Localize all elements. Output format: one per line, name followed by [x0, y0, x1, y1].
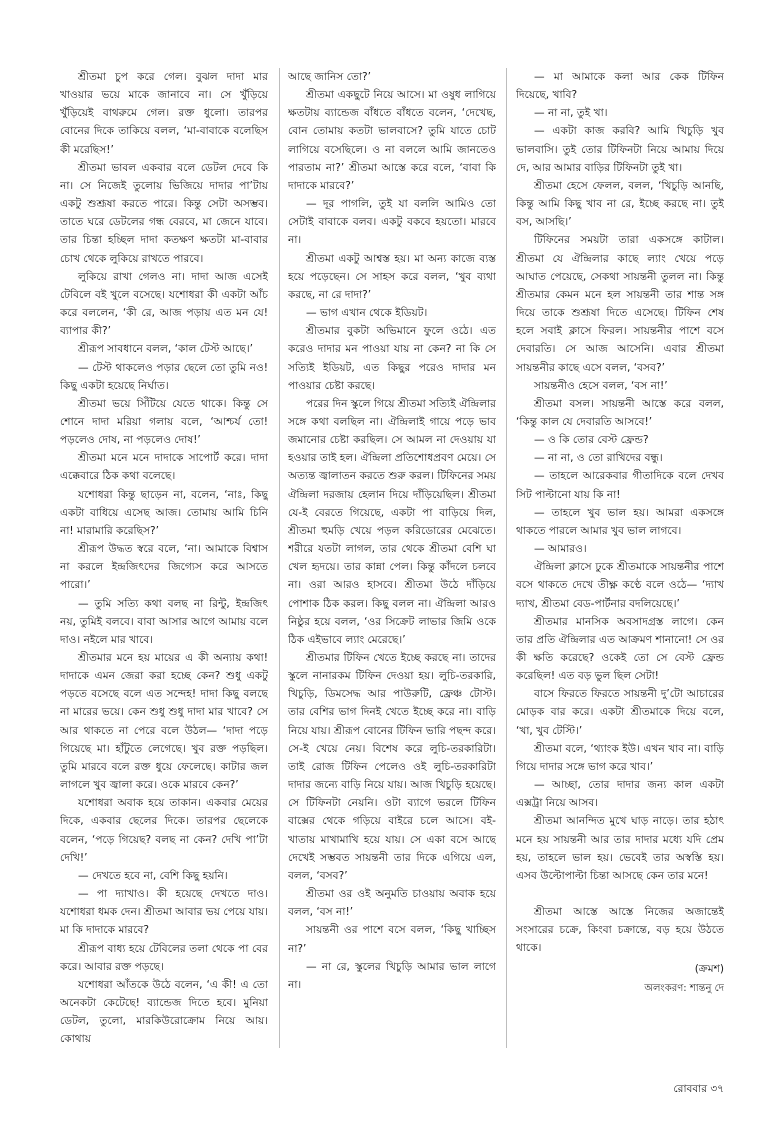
column-3-paragraphs [516, 68, 724, 958]
paragraph: শ্রীতমা বসল। সায়ন্তনী আস্তে করে বলল, ‘কিন্তু কাল যে দেবারতি আসবে!’ [516, 397, 724, 428]
paragraph: শ্রীতমার বুকটা অভিমানে ফুলে ওঠে। এত করেও দাদার মন পাওয়া যায় না কেন? না কি সে সত্যিই ইডিয়ট, এত কিছুর পরেও দাদার মন পাওয়ার চেষ্টা করছে। [288, 325, 496, 392]
paragraph: — তাহলে আরেকবার গীতাদিকে বলে দেখব সিট পাল্টানো যায় কি না! [516, 470, 724, 501]
paragraph: — তুমি সত্যি কথা বলছ না রিন্টু, ইন্দ্রজিৎ নয়, তুমিই বলবে। বাবা আসার আগে আমায় বলে দাও। নইলে মার খাবে। [60, 597, 268, 646]
paragraph: শ্রীরূপ উদ্ধত স্বরে বলে, ‘না। আমাকে বিশ্বাস না করলে ইন্দ্রজিৎদের জিগ্যেস করে আসতে পারো।’ [60, 543, 268, 592]
paragraph: শ্রীতমা ভয়ে সিঁটিয়ে যেতে থাকে। কিন্তু সে শোনে দাদা মরিয়া গলায় বলে, ‘আশ্চর্য তো! পড়লেও দোষ, না পড়লেও দোষ!’ [60, 397, 268, 447]
text-column-2 [288, 68, 496, 1058]
text-column-3 [516, 68, 724, 1058]
paragraph: — আমারও। [534, 543, 587, 556]
paragraph: শ্রীতমার মনে হয় মায়ের এ কী অন্যায় কথা! দাদাকে এমন জেরা করা হচ্ছে কেন? শুধু একটু পড়তে বসেছে বলে এত সন্দেহ! দাদা কিছু বলছে না মারের ভয়ে। কেন শুধু শুধু দাদা মার খাবে? সে আর থাকতে না পেরে বলে উঠল— ‘দাদা পড়ে গিয়েছে মা। হাঁটুতে লেগেছে। খুব রক্ত পড়ছিল। তুমি মারবে বলে রক্ত ধুয়ে ফেলেছে। কাটার জল লাগলে খুব জ্বালা করে। ওকে মারবে কেন?’ [60, 652, 268, 792]
paragraph: শ্রীতমা বলে, ‘থ্যাংক ইউ। এখন খাব না। বাড়ি গিয়ে দাদার সঙ্গে ভাগ করে খাব।’ [516, 742, 724, 773]
paragraph: — ভাগ এখান থেকে ইডিয়ট। [306, 307, 428, 320]
paragraph: — মা আমাকে কলা আর কেক টিফিন দিয়েছে, খাবি? [516, 71, 724, 102]
paragraph: ঐন্দ্রিলা ক্লাসে ঢুকে শ্রীতমাকে সায়ন্তনীর পাশে বসে থাকতে দেখে তীক্ষ্ণ কণ্ঠে বলে ওঠে— ‘দ্যাখ দ্যাখ, শ্রীতমা বেড-পার্টনার বদলিয়েছে।’ [516, 561, 724, 610]
illustration-credit: অলংকরণ: শান্তনু দে [644, 982, 724, 994]
paragraph: শ্রীতমা ওর ওই অনুমতি চাওয়ায় অবাক হয়ে বলল, ‘বস না!’ [288, 888, 496, 919]
page-folio: রোববার ৩৭ [673, 1083, 724, 1095]
paragraph: টিফিনের সময়টা তারা একসঙ্গে কাটাল। শ্রীতমা যে ঐন্দ্রিলার কাছে ল্যাং খেয়ে পড়ে আঘাত পেয়েছে, সেকথা সায়ন্তনী তুলল না। কিন্তু শ্রীতমার কেমন মনে হল সায়ন্তনী তার শান্ত সঙ্গ দিয়ে তাকে শুশ্রূষা দিতে এসেছে। টিফিন শেষ হলে সবাই ক্লাসে ফিরল। সায়ন্তনীর পাশে বসে দেবারতি। সে আজ আসেনি। এবার শ্রীতমা সায়ন্তনীর কাছে এসে বলল, ‘বসব?’ [516, 234, 724, 374]
paragraph: শ্রীতমার মানসিক অবসাদগ্রস্ত লাগে। কেন তার প্রতি ঐন্দ্রিলার এত আক্রমণ শানানো! সে ওর কী ক্ষতি করেছে? ওকেই তো সে বেস্ট ফ্রেন্ড করেছিল! এত বড় ভুল ছিল সেটা! [516, 615, 724, 683]
paragraph: শ্রীতমা ভাবল একবার বলে ডেটল দেবে কি না। সে নিজেই তুলোয় ভিজিয়ে দাদার পা’টায় একটু শুশ্রূষা করতে পারে। কিন্তু সেটা অসম্ভব। তাতে ঘরে ডেটলের গন্ধ বেরবে, মা জেনে যাবে। তার চিন্তা হচ্ছিল দাদা কতক্ষণ ক্ষতটা মা-বাবার চোখ থেকে লুকিয়ে রাখতে পারবে। [60, 161, 268, 265]
continued-marker: (ক্রমশ) [694, 962, 724, 975]
paragraph: শ্রীরূপ সাবধানে বলল, ‘কাল টেস্ট আছে।’ [78, 343, 253, 356]
paragraph: — তাহলে খুব ভাল হয়। আমরা একসঙ্গে থাকতে পারলে আমার খুব ভাল লাগবে। [516, 506, 724, 537]
paragraph: শ্রীতমা আনন্দিত মুখে ঘাড় নাড়ে। তার হঠাৎ মনে হয় সায়ন্তনী আর তার দাদার মধ্যে যদি প্রেম হয়, তাহলে ভাল হয়। ভেবেই তার অস্বস্তি হয়। এসব উল্টোপাল্টা চিন্তা আসছে কেন তার মনে! [516, 815, 724, 882]
paragraph: — টেস্ট থাকলেও পড়ার ছেলে তো তুমি নও! কিছু একটা হয়েছে নির্ঘাত। [60, 361, 268, 392]
paragraph: সায়ন্তনীও হেসে বলল, ‘বস না!’ [534, 379, 668, 392]
paragraph: — দেখতে হবে না, বেশি কিছু হয়নি। [78, 869, 228, 882]
paragraph: শ্রীতমা হেসে ফেলল, বলল, ‘খিচুড়ি আনছি, কিন্তু আমি কিছু খাব না রে, ইচ্ছে করছে না। তুই বস, আসছি।’ [516, 179, 724, 229]
text-column-1 [60, 68, 268, 1058]
paragraph: যশোধরা অবাক হয়ে তাকান। একবার মেয়ের দিকে, একবার ছেলের দিকে। তারপর ছেলেকে বলেন, ‘পড়ে গিয়েছ? বলছ না কেন? দেখি পা’টা দেখি!’ [60, 797, 268, 864]
paragraph: আছে জানিস তো?’ [288, 71, 371, 83]
paragraph: লুকিয়ে রাখা গেলও না। দাদা আজ এসেই টেবিলে বই খুলে বসেছে। যশোধরা কী একটা আঁচ করে বললেন, ‘কী রে, আজ পড়ায় এত মন যে! ব্যাপার কী?’ [60, 270, 268, 338]
paragraph: যশোধরা কিন্তু ছাড়েন না, বলেন, ‘নাঃ, কিছু একটা বাধিয়ে এসেছ আজ। তোমায় আমি চিনি না! মারামারি করেছিস?’ [60, 488, 268, 537]
paragraph: শ্রীতমা আস্তে আস্তে নিজের অজান্তেই সংসারের চক্রে, কিংবা চক্রান্তে, বড় হয়ে উঠতে থাকে। [516, 906, 724, 955]
paragraph: শ্রীতমা মনে মনে দাদাকে সাপোর্ট করে। দাদা এক্কেবারে ঠিক কথা বলেছে। [60, 452, 268, 483]
paragraph: পরের দিন স্কুলে গিয়ে শ্রীতমা সত্যিই ঐন্দ্রিলার সঙ্গে কথা বলছিল না। ঐন্দ্রিলাই গায়ে পড়ে ভাব জমানোর চেষ্টা করছিল। সে আমল না দেওয়ায় যা হওয়ার তাই হল। ঐন্দ্রিলা প্রতিশোধপ্রবণ মেয়ে। সে অত্যন্ত জ্বালাতন করতে শুরু করল। টিফিনের সময় ঐন্দ্রিলা দরজায় হেলান দিয়ে দাঁড়িয়েছিল। শ্রীতমা যে-ই বেরতে গিয়েছে, একটা পা বাড়িয়ে দিল, শ্রীতমা হুমড়ি খেয়ে পড়ল করিডোরের মেঝেতে। শরীরে যতটা লাগল, তার থেকে শ্রীতমা বেশি ঘা খেল হৃদয়ে। তার কান্না পেল। কিন্তু কাঁদলে চলবে না। ওরা আরও হাসবে। শ্রীতমা উঠে দাঁড়িয়ে পোশাক ঠিক করল। কিছু বলল না। ঐন্দ্রিলা আরও নিষ্ঠুর হয়ে বলল, ‘ওর সিক্রেট লাভার জিমি ওকে ঠিক এইভাবে ল্যাং মেরেছে।’ [288, 397, 496, 646]
paragraph: — একটা কাজ করবি? আমি খিচুড়ি খুব ভালবাসি। তুই তোর টিফিনটা নিয়ে আমায় দিয়ে দে, আর আমার বাড়ির টিফিনটা তুই খা। [516, 125, 724, 174]
paragraph: শ্রীতমা একছুটে নিয়ে আসে। মা ওষুধ লাগিয়ে ক্ষতটায় ব্যান্ডেজ বাঁধতে বাঁধতে বলেন, ‘দেখেছ, বোন তোমায় কতটা ভালবাসে? তুমি যাতে চোট লাগিয়ে বসেছিলে। ও না বললে আমি জানতেও পারতাম না?’ শ্রীতমা আস্তে করে বলে, ‘বাবা কি দাদাকে মারবে?’ [288, 89, 496, 192]
paragraph: — না না, তুই খা। [534, 107, 608, 120]
paragraph: — আচ্ছা, তোর দাদার জন্য কাল একটা এক্সট্রা নিয়ে আসব। [516, 779, 724, 810]
paragraph: সায়ন্তনী ওর পাশে বসে বলল, ‘কিছু খাচ্ছিস না?’ [288, 924, 496, 955]
paragraph: শ্রীতমার টিফিন খেতে ইচ্ছে করছে না। তাদের স্কুলে নানারকম টিফিন দেওয়া হয়। লুচি-তরকারি, খিচুড়ি, ডিমসেদ্ধ আর পাউরুটি, ফ্রেঞ্চ টোস্ট। তার বেশির ভাগ দিনই খেতে ইচ্ছে করে না। বাড়ি নিয়ে যায়। শ্রীরূপ বোনের টিফিন ভারি পছন্দ করে। সে-ই খেয়ে নেয়। বিশেষ করে লুচি-তরকারিটা। তাই রোজ টিফিন পেলেও ওই লুচি-তরকারিটা দাদার জন্যে বাড়ি নিয়ে যায়। আজ খিচুড়ি হয়েছে। সে টিফিনটা নেয়নি। ওটা ব্যাগে ভরলে টিফিন বাক্সের থেকে গড়িয়ে বাইরে চলে আসে। বই-খাতায় মাখামাখি হয়ে যায়। সে একা বসে আছে দেখেই সম্ভবত সায়ন্তনী তার দিকে এগিয়ে এল, বলল, ‘বসব?’ [288, 652, 496, 882]
paragraph: — না না, ও তো রাখিদের বন্ধু। [534, 452, 663, 465]
paragraph: — দূর পাগলি, তুই যা বললি আমিও তো সেটাই বাবাকে বলব। একটু বকবে হয়তো। মারবে না। [288, 198, 496, 247]
paragraph: শ্রীতমা একটু আশ্বস্ত হয়। মা অন্য কাজে ব্যস্ত হয়ে পড়েছেন। সে সাহস করে বলল, ‘খুব ব্যথা করছে, না রে দাদা?’ [288, 252, 496, 301]
paragraph: শ্রীতমা চুপ করে গেল। বুঝল দাদা মার খাওয়ার ভয়ে মাকে জানাবে না। সে খুঁড়িয়ে খুঁড়িয়েই বাথরুমে গেল। রক্ত ধুলো। তারপর বোনের দিকে তাকিয়ে বলল, ‘মা-বাবাকে বলেছিস কী মরেছিস!’ [60, 71, 268, 156]
paragraph: — না রে, স্কুলের খিচুড়ি আমার ভাল লাগে না। [288, 960, 496, 991]
paragraph: বাসে ফিরতে ফিরতে সায়ন্তনী দু’টো আচারের মোড়ক বার করে। একটা শ্রীতমাকে দিয়ে বলে, ‘খা, খুব টেস্টি।’ [516, 688, 724, 737]
paragraph: — পা দ্যাখাও। কী হয়েছে দেখতে দাও। যশোধরা ধমক দেন। শ্রীতমা আবার ভয় পেয়ে যায়। মা কি দাদাকে মারবে? [60, 888, 268, 937]
paragraph: শ্রীরূপ বাধ্য হয়ে টেবিলের তলা থেকে পা বের করে। আবার রক্ত পড়ছে। [60, 942, 268, 973]
article-body [60, 68, 724, 1058]
paragraph: — ও কি তোর বেস্ট ফ্রেন্ড? [534, 434, 649, 447]
paragraph: যশোধরা আঁতকে উঠে বলেন, ‘এ কী! এ তো অনেকটা কেটেছে! ব্যান্ডেজ দিতে হবে। মুনিয়া ডেটল, তুলো, মারকিউরোক্রোম নিয়ে আয়। কোথায় [60, 978, 268, 1046]
